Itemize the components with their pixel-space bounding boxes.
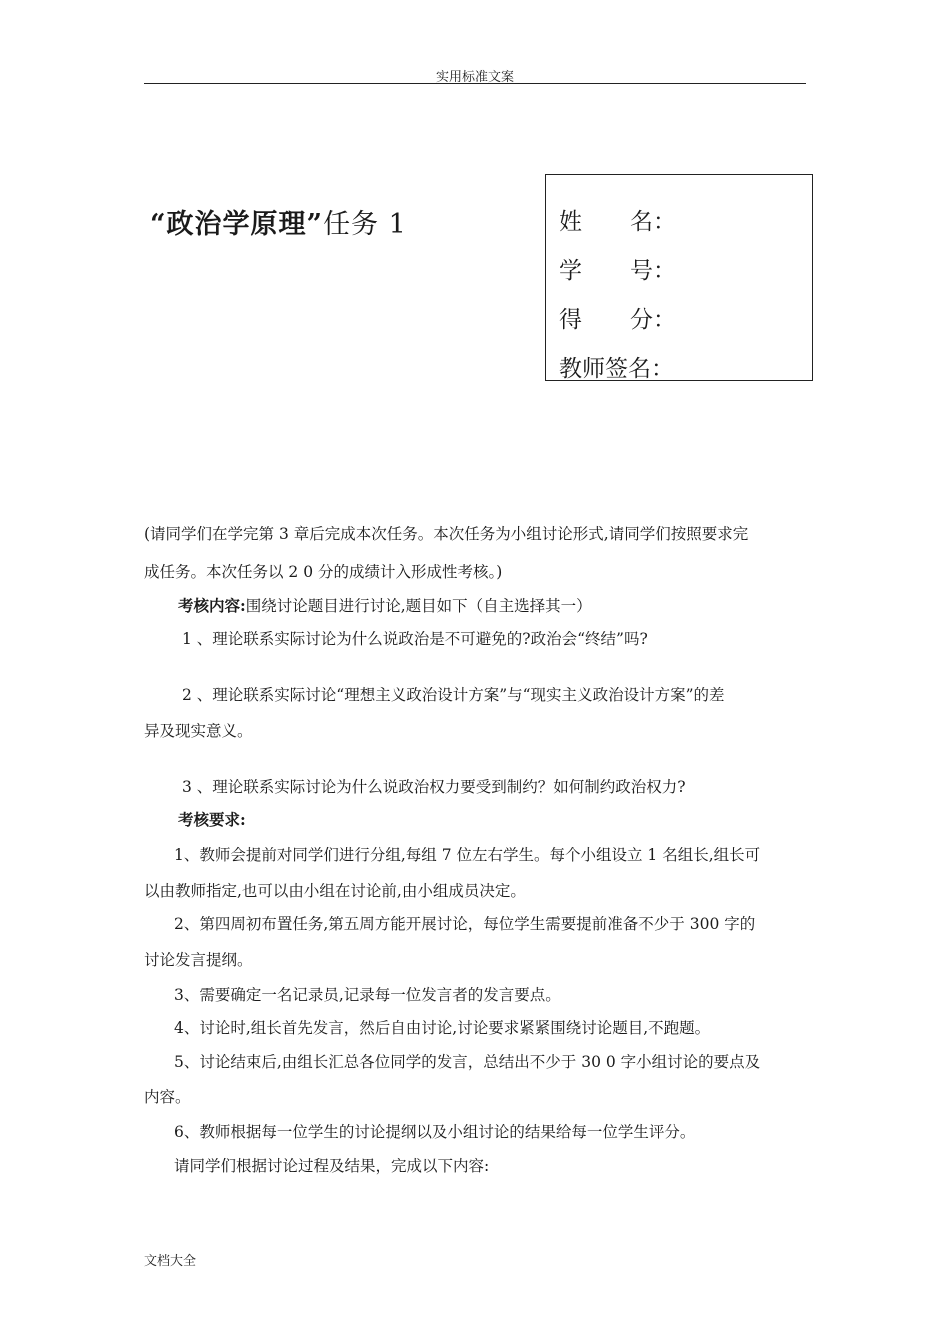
question-2-line-2: 异及现实意义。 [144,722,253,740]
requirement-1-line-2: 以由教师指定,也可以由小组在讨论前,由小组成员决定。 [144,882,526,900]
intro-line-1: (请同学们在学完第 3 章后完成本次任务。本次任务为小组讨论形式,请同学们按照要求完 [144,525,749,543]
requirements-label: 考核要求: [178,810,246,829]
requirement-5-line-2: 内容。 [144,1088,191,1106]
requirement-2-line-1: 2、第四周初布置任务,第五周方能开展讨论，每位学生需要提前准备不少于 300 字的 [174,915,756,933]
page-header: 实用标准文案 [435,70,514,85]
student-info-box [545,174,813,381]
content-text: 围绕讨论题目进行讨论,题目如下（自主选择其一） [245,597,592,615]
score-label-char2: 分： [630,307,676,333]
student-id-field [559,252,676,285]
question-3: 3 、理论联系实际讨论为什么说政治权力要受到制约？如何制约政治权力? [182,778,686,796]
id-label-char1: 学 [559,258,582,284]
name-field [559,203,676,236]
requirement-4: 4、讨论时,组长首先发言，然后自由讨论,讨论要求紧紧围绕讨论题目,不跑题。 [174,1019,711,1037]
id-label-char2: 号： [630,258,676,284]
requirement-3: 3、需要确定一名记录员,记录每一位发言者的发言要点。 [174,986,561,1004]
page-footer: 文档大全 [144,1254,197,1269]
requirement-6: 6、教师根据每一位学生的讨论提纲以及小组讨论的结果给每一位学生评分。 [174,1123,696,1141]
header-rule [144,83,806,84]
closing-instruction: 请同学们根据讨论过程及结果，完成以下内容: [174,1157,490,1175]
question-2-line-1: 2 、理论联系实际讨论“理想主义政治设计方案”与“现实主义政治设计方案”的差 [182,686,725,704]
score-field [559,301,676,334]
title-task: 任务 1 [323,209,407,240]
requirement-2-line-2: 讨论发言提纲。 [144,951,253,969]
content-label: 考核内容: [178,596,246,615]
intro-line-2: 成任务。本次任务以 2 0 分的成绩计入形成性考核。) [144,563,503,581]
document-title [150,202,407,241]
teacher-signature-field: 教师签名： [559,356,674,382]
question-1: 1 、理论联系实际讨论为什么说政治是不可避免的?政治会“终结”吗? [182,630,648,648]
name-label-char1: 姓 [559,209,582,235]
title-course: “政治学原理” [150,209,324,240]
assessment-content [178,594,592,616]
requirement-5-line-1: 5、讨论结束后,由组长汇总各位同学的发言，总结出不少于 30 0 字小组讨论的要点及 [174,1053,761,1071]
requirement-1-line-1: 1、教师会提前对同学们进行分组,每组 7 位左右学生。每个小组设立 1 名组长,组长可 [174,846,761,864]
name-label-char2: 名： [630,209,676,235]
score-label-char1: 得 [559,307,582,333]
